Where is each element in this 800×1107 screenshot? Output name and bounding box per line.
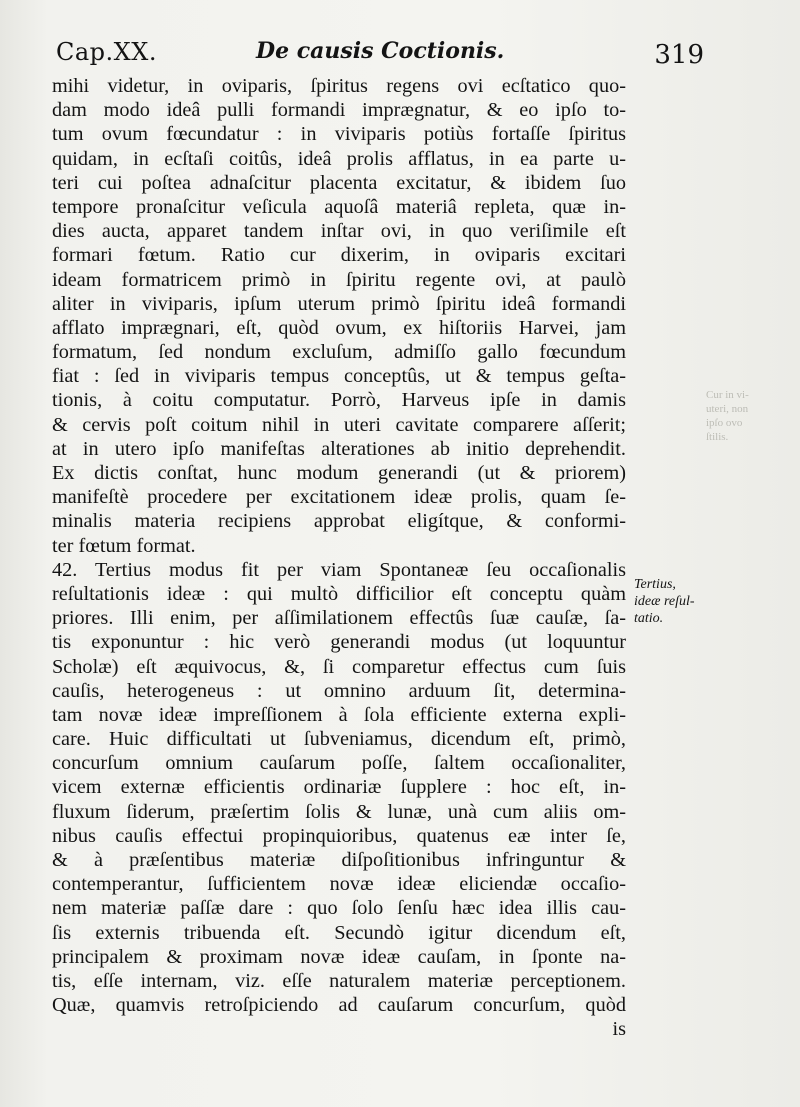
margin-note-line: ideæ reſul- — [634, 594, 695, 609]
margin-note-line: tatio. — [634, 611, 664, 626]
text-line: Scholæ) eſt æquivocus, &, ſi comparetur effectus cum ſuis — [52, 655, 626, 678]
bleed-through-text — [706, 388, 786, 444]
body-text — [52, 74, 626, 1042]
text-line: dam modo ideâ pulli formandi imprægnatur, & eo ipſo to- — [52, 99, 626, 122]
text-line: aliter in viviparis, ipſum uterum primò ſpiritu ideâ formandi — [52, 292, 626, 315]
text-line: cauſis, heterogeneus : ut omnino arduum ſit, determina- — [52, 679, 626, 702]
chapter-label: Cap.XX. — [56, 38, 157, 66]
text-line: tum ovum fœcundatur : in viviparis potiùs fortaſſe ſpiritus — [52, 123, 626, 146]
text-line: ter fœtum format. — [52, 534, 196, 557]
text-line: & cervis poſt coitum nihil in uteri cavitate comparere aſſerit; — [52, 413, 626, 436]
margin-note-line: Tertius, — [634, 577, 676, 592]
text-line: contemperantur, ſufficientem novæ ideæ eliciendæ occaſio- — [52, 873, 626, 896]
running-title: De causis Coctionis. — [256, 38, 505, 64]
text-line: principalem & proximam novæ ideæ cauſam, in ſponte na- — [52, 945, 626, 968]
text-line: minalis materia recipiens approbat eligítque, & conformi- — [52, 510, 626, 533]
text-line: afflato imprægnari, eſt, quòd ovum, ex hiſtoriis Harvei, jam — [52, 316, 626, 339]
text-line: priores. Illi enim, per aſſimilationem effectûs ſuæ cauſæ, ſa- — [52, 607, 626, 630]
text-line: ſis externis tribuenda eſt. Secundò igitur dicendum eſt, — [52, 921, 626, 944]
text-line: manifeſtè procedere per excitationem ideæ prolis, quam ſe- — [52, 486, 626, 509]
text-line: Ex dictis conſtat, hunc modum generandi (ut & priorem) — [52, 462, 626, 484]
text-line: dies aucta, apparet tandem inſtar ovi, in quo veriſimile eſt — [52, 220, 626, 243]
text-line: quidam, in ecſtaſi coitûs, ideâ prolis afflatus, in ea parte u- — [52, 147, 626, 170]
text-line: reſultationis ideæ : qui multò difficilior eſt conceptu quàm — [52, 582, 626, 605]
bleed-through-line: ſtilis. — [706, 431, 729, 443]
text-line: fluxum ſiderum, præſertim ſolis & lunæ, unà cum aliis om- — [52, 800, 626, 823]
bleed-through-line: Cur in vi- — [706, 389, 749, 401]
text-line: mihi videtur, in oviparis, ſpiritus regens ovi ecſtatico quo- — [52, 75, 626, 97]
text-line: formatum, ſed nondum excluſum, admiſſo gallo fœcundum — [52, 341, 626, 364]
catchword: is — [612, 1018, 626, 1041]
text-line: teri cui poſtea adnaſcitur placenta excitatur, & ibidem ſuo — [52, 171, 626, 194]
text-line: tionis, à coitu computatur. Porrò, Harveus ipſe in damis — [52, 389, 626, 412]
text-line: nem materiæ paſſæ dare : quo ſolo ſenſu hæc idea illis cau- — [52, 897, 626, 920]
bleed-through-line: ipſo ovo — [706, 417, 743, 429]
text-line: ideam formatricem primò in ſpiritu regente ovi, at paulò — [52, 268, 626, 291]
text-line: tis, eſſe internam, viz. eſſe naturalem materiæ perceptionem. — [52, 969, 626, 992]
text-line: vicem externæ efficientis ordinariæ ſupplere : hoc eſt, in- — [52, 776, 626, 799]
text-line: care. Huic difficultati ut ſubveniamus, dicendum eſt, primò, — [52, 728, 626, 751]
text-line: at in utero ipſo manifeſtas alterationes ab initio deprehendit. — [52, 437, 626, 460]
text-line: fiat : ſed in viviparis tempus conceptûs, ut & tempus geſta- — [52, 365, 626, 388]
bleed-through-line: uteri, non — [706, 403, 749, 415]
text-line: formari fœtum. Ratio cur dixerim, in oviparis excitari — [52, 244, 626, 267]
page-number: 319 — [654, 40, 704, 70]
text-line: Quæ, quamvis retroſpiciendo ad cauſarum concurſum, quòd — [52, 994, 626, 1017]
page-header — [56, 38, 704, 72]
text-line: tempore pronaſcitur veſicula aquoſâ materiâ repleta, quæ in- — [52, 195, 626, 218]
text-line: 42. Tertius modus fit per viam Spontaneæ ſeu occaſionalis — [52, 558, 626, 581]
margin-note — [634, 576, 706, 627]
text-line: tam novæ ideæ impreſſionem à ſola efficiente externa expli- — [52, 703, 626, 726]
text-line: & à præſentibus materiæ diſpoſitionibus infringuntur & — [52, 849, 626, 871]
text-line: concurſum omnium cauſarum poſſe, ſaltem occaſionaliter, — [52, 752, 626, 775]
text-line: nibus cauſis effectui propinquioribus, quatenus eæ inter ſe, — [52, 824, 626, 847]
text-line: tis exponuntur : hic verò generandi modus (ut loquuntur — [52, 631, 626, 654]
